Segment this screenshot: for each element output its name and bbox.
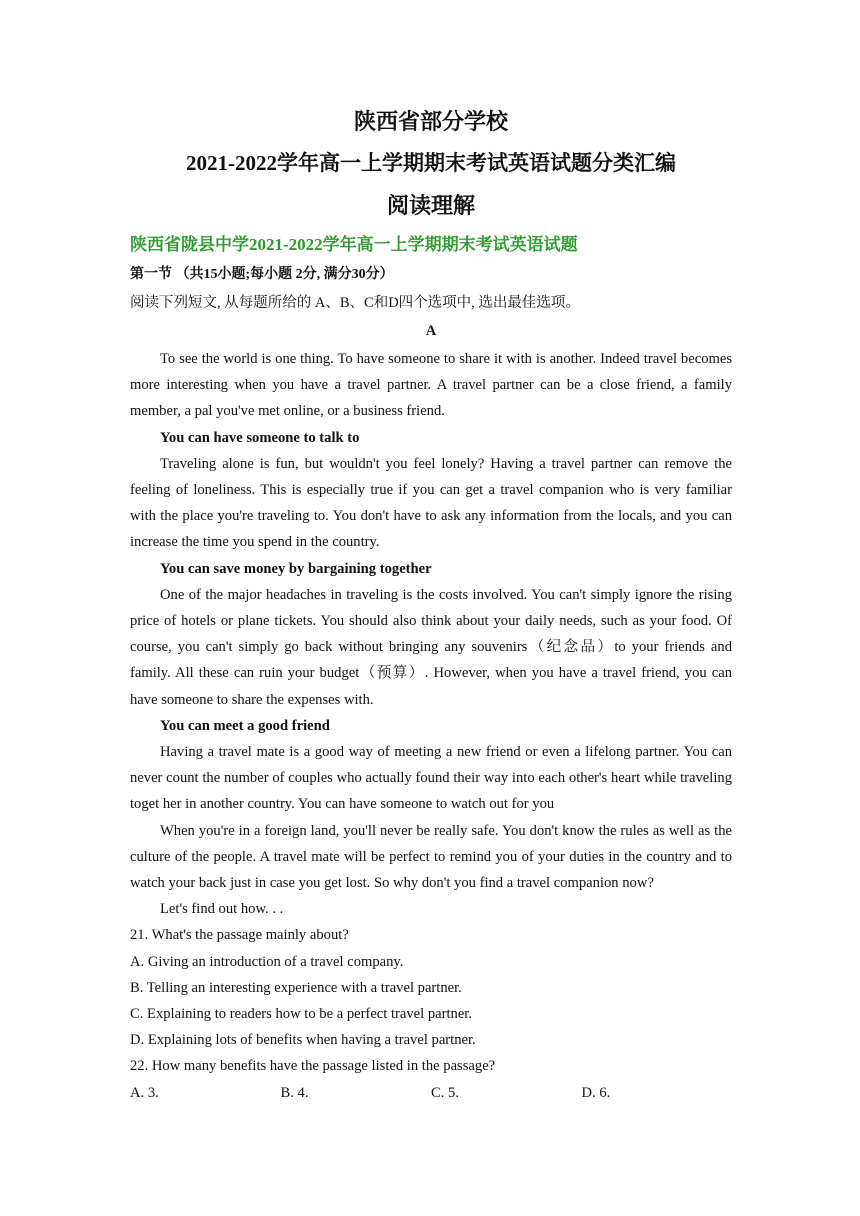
question-22-options — [130, 1080, 732, 1106]
question-22-stem: 22. How many benefits have the passage listed in the passage? — [130, 1058, 496, 1075]
question-22-option-a: A. 3. — [130, 1084, 159, 1101]
question-22-option-b: B. 4. — [280, 1084, 309, 1101]
question-21-option-d: D. Explaining lots of benefits when having a travel partner. — [130, 1032, 476, 1049]
document-content — [130, 100, 732, 1106]
passage-heading-3: You can meet a good friend — [160, 717, 330, 734]
passage-intro: To see the world is one thing. To have someone to share it with is another. Indeed travel becomes more interesting when you have a travel partner. A travel partner can be a close friend, a family member, a pal you've met online, or a business friend. — [130, 351, 732, 420]
title-exam-collection: 2021-2022学年高一上学期期末考试英语试题分类汇编 — [186, 151, 676, 175]
passage-paragraph-5: Let's find out how. . . — [160, 901, 284, 918]
passage-paragraph-3: Having a travel mate is a good way of meeting a new friend or even a lifelong partner. You can never count the number of couples who actually found their way into each other's heart while traveling toget her in another country. You can have someone to watch out for you — [130, 744, 732, 813]
passage-heading-1: You can have someone to talk to — [160, 429, 360, 446]
question-21-option-a: A. Giving an introduction of a travel company. — [130, 953, 404, 970]
question-22-option-d: D. 6. — [581, 1084, 611, 1101]
title-school-group: 陕西省部分学校 — [353, 109, 508, 134]
instructions: 阅读下列短文, 从每题所给的 A、B、C和D四个选项中, 选出最佳选项。 — [130, 295, 580, 311]
passage-label: A — [425, 323, 437, 339]
passage-heading-2: You can save money by bargaining together — [160, 560, 432, 577]
section-header: 第一节 （共15小题;每小题 2分, 满分30分） — [130, 267, 394, 282]
question-21-option-c: C. Explaining to readers how to be a perfect travel partner. — [130, 1006, 473, 1023]
question-21-stem: 21. What's the passage mainly about? — [130, 927, 349, 944]
question-21-option-b: B. Telling an interesting experience with a travel partner. — [130, 979, 462, 996]
question-22-option-c: C. 5. — [431, 1084, 459, 1101]
passage-paragraph-4: When you're in a foreign land, you'll never be really safe. You don't know the rules as well as the culture of the people. A travel mate will be perfect to remind you of your duties in the country and to watch your back just in case you get lost. So why don't you find a travel companion now? — [130, 822, 732, 892]
source-exam-title: 陕西省陇县中学2021-2022学年高一上学期期末考试英语试题 — [130, 235, 578, 254]
title-section-reading: 阅读理解 — [386, 193, 475, 218]
passage-paragraph-1: Traveling alone is fun, but wouldn't you feel lonely? Having a travel partner can remove the feeling of loneliness. This is especially true if you can get a travel companion who is very familiar with the place you're traveling to. You don't have to ask any information from the locals, and you can increase the time you spend in the country. — [130, 455, 732, 551]
passage-paragraph-2: One of the major headaches in traveling is the costs involved. You can't simply ignore the rising price of hotels or plane tickets. You should also think about your daily needs, such as your food. Of course, you can't simply go back without bringing any souvenirs（纪念品）to your friends and family. All these can ruin your budget（预算）. However, when you have a travel friend, you can have someone to share the expenses with. — [130, 586, 732, 708]
